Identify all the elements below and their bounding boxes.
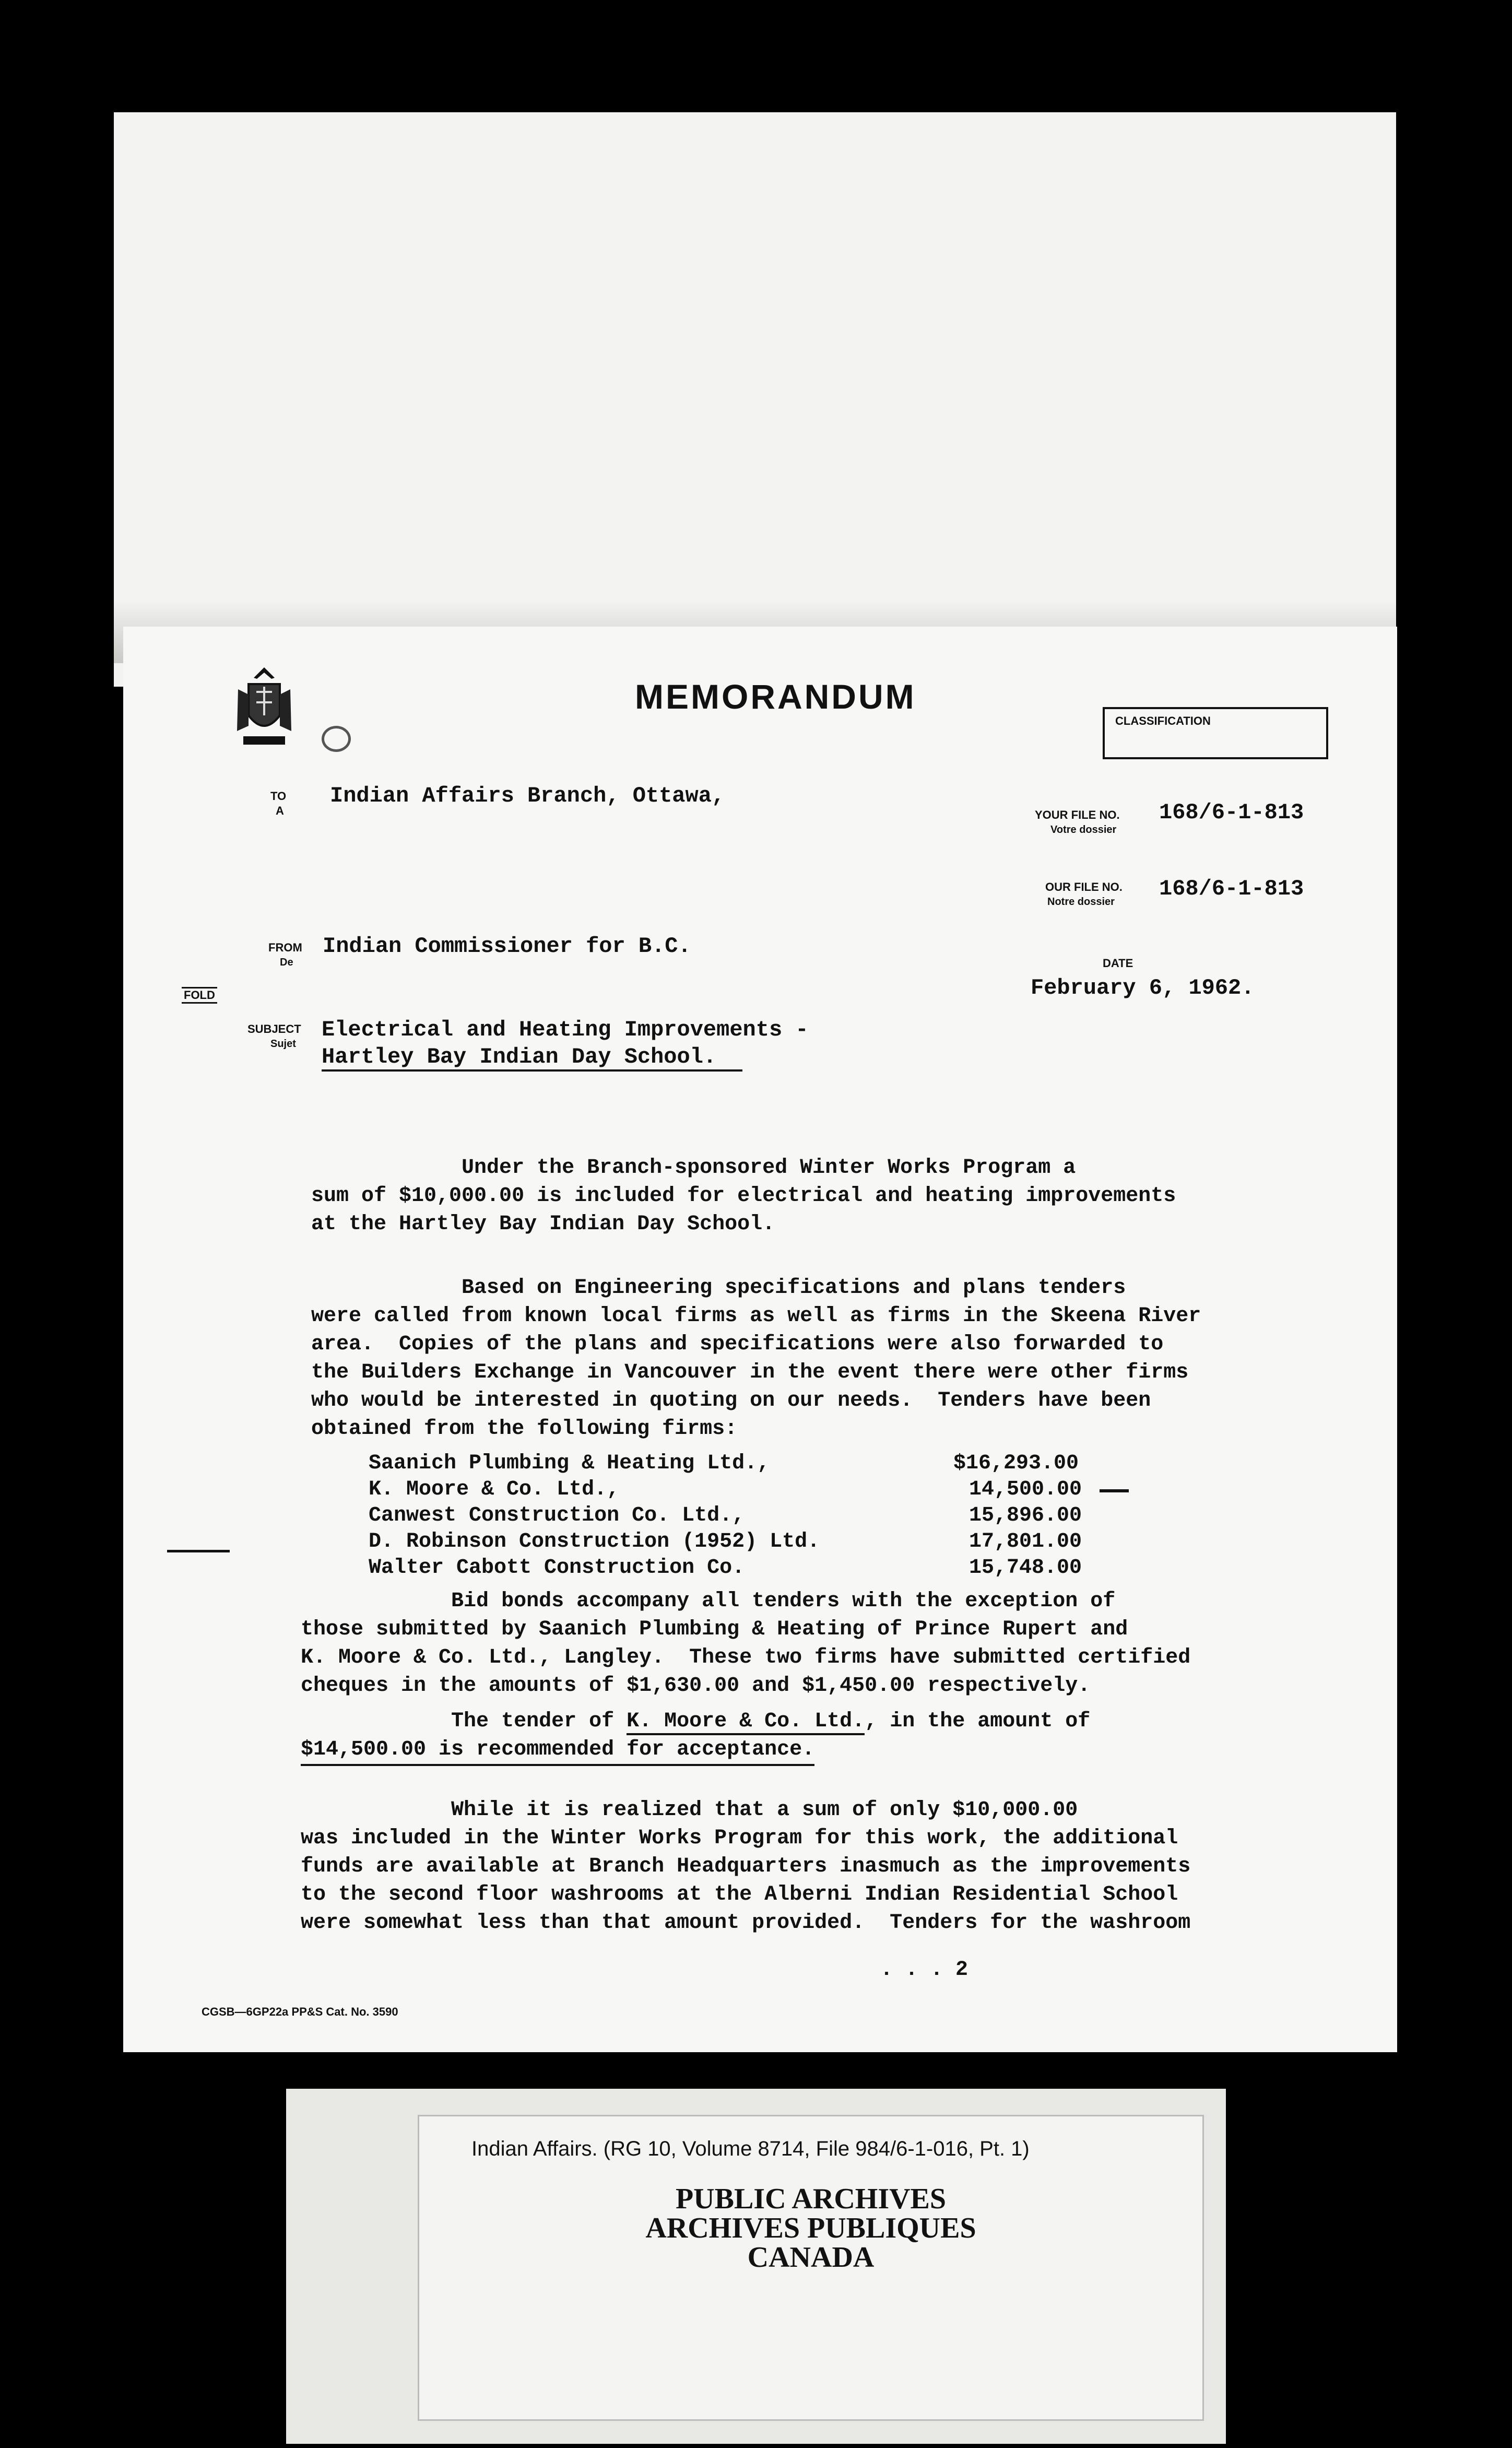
tender-amount: 15,896.00 — [969, 1504, 1082, 1527]
tender-firm: K. Moore & Co. Ltd., — [369, 1478, 620, 1501]
to-label: TO — [270, 790, 287, 803]
classification-box — [1103, 707, 1328, 759]
form-code: CGSB—6GP22a PP&S Cat. No. 3590 — [202, 2005, 398, 2018]
margin-dash-mark — [1100, 1489, 1129, 1492]
fold-label: FOLD — [182, 987, 217, 1004]
date-label: DATE — [1103, 957, 1133, 970]
your-file-label: YOUR FILE NO. — [1035, 808, 1120, 821]
tender-amount: 17,801.00 — [969, 1530, 1082, 1553]
tender-row — [369, 1504, 1256, 1530]
archive-label-card — [418, 2115, 1204, 2421]
tender-row — [369, 1478, 1256, 1504]
paragraph-5: While it is realized that a sum of only $10,000.00 was included in the Winter Works Program for this work, the additional funds are available at Branch Headquarters inasmuch as the improvements to the second floor washrooms at the Alberni Indian Residential School were somewhat less than that amount provided. Tenders for the washroom — [301, 1798, 1191, 1935]
our-file-label-fr: Notre dossier — [1047, 896, 1115, 908]
memorandum-page — [123, 627, 1397, 2052]
subject-line-1: Electrical and Heating Improvements - — [322, 1017, 809, 1042]
subject-label: SUBJECT — [247, 1022, 301, 1035]
memo-title: MEMORANDUM — [635, 677, 916, 716]
paragraph-4-line-1 — [301, 1708, 1090, 1736]
margin-dash-mark — [167, 1550, 230, 1552]
archive-stamp-line-1: PUBLIC ARCHIVES — [675, 2183, 947, 2215]
tenders-list — [369, 1452, 1256, 1582]
your-file-label-fr: Votre dossier — [1050, 824, 1117, 835]
paragraph-2: Based on Engineering specifications and plans tenders were called from known local firms as well as firms in the Skeena River area. Copies of the plans and specifications were also forwarded to the Builders Exchange in Vancouver in the event there were other firms who would be interested in quoting on our needs. Tenders have been obtained from the following firms: — [311, 1276, 1201, 1441]
subject-label-fr: Sujet — [270, 1038, 296, 1050]
paragraph-1: Under the Branch-sponsored Winter Works Program a sum of $10,000.00 is included for electrical and heating improvements at the Hartley Bay Indian Day School. — [311, 1156, 1176, 1236]
punch-hole-mark — [322, 726, 351, 752]
from-label: FROM — [268, 941, 302, 954]
our-file-label: OUR FILE NO. — [1045, 880, 1123, 893]
date-value: February 6, 1962. — [1031, 975, 1255, 1001]
paragraph-4-line-2: $14,500.00 is recommended for acceptance. — [301, 1736, 814, 1766]
your-file-value: 168/6-1-813 — [1159, 800, 1304, 825]
para4-prefix: The tender of — [301, 1710, 627, 1733]
classification-label: CLASSIFICATION — [1115, 714, 1211, 727]
from-value: Indian Commissioner for B.C. — [323, 934, 691, 959]
tender-amount: 14,500.00 — [969, 1478, 1082, 1501]
tender-amount: $16,293.00 — [953, 1452, 1079, 1475]
tender-firm: D. Robinson Construction (1952) Ltd. — [369, 1530, 820, 1553]
page-continuation-marker: . . . 2 — [880, 1958, 968, 1982]
tender-firm: Saanich Plumbing & Heating Ltd., — [369, 1452, 770, 1475]
our-file-value: 168/6-1-813 — [1159, 876, 1304, 901]
tender-row — [369, 1556, 1256, 1582]
coat-of-arms-icon — [228, 663, 301, 752]
tender-row — [369, 1530, 1256, 1556]
paragraph-3: Bid bonds accompany all tenders with the exception of those submitted by Saanich Plumbing & Heating of Prince Rupert and K. Moore & Co. Ltd., Langley. These two firms have submitted certified cheques in the amounts of $1,630.00 and $1,450.00 respectively. — [301, 1590, 1191, 1698]
from-label-fr: De — [280, 957, 293, 968]
archive-stamp-line-2: ARCHIVES PUBLIQUES — [645, 2212, 976, 2244]
archive-stamp — [419, 2184, 1202, 2272]
tender-amount: 15,748.00 — [969, 1556, 1082, 1580]
archive-stamp-line-3: CANADA — [747, 2241, 875, 2274]
to-label-fr: A — [276, 804, 284, 817]
recommended-firm: K. Moore & Co. Ltd. — [627, 1710, 865, 1735]
to-value: Indian Affairs Branch, Ottawa, — [330, 783, 725, 808]
archive-reference: Indian Affairs. (RG 10, Volume 8714, File 984/6-1-016, Pt. 1) — [471, 2137, 1030, 2160]
tender-row — [369, 1452, 1256, 1478]
para4-suffix: , in the amount of — [865, 1710, 1091, 1733]
tender-firm: Walter Cabott Construction Co. — [369, 1556, 745, 1580]
tender-firm: Canwest Construction Co. Ltd., — [369, 1504, 745, 1527]
subject-line-2: Hartley Bay Indian Day School. — [322, 1044, 742, 1072]
